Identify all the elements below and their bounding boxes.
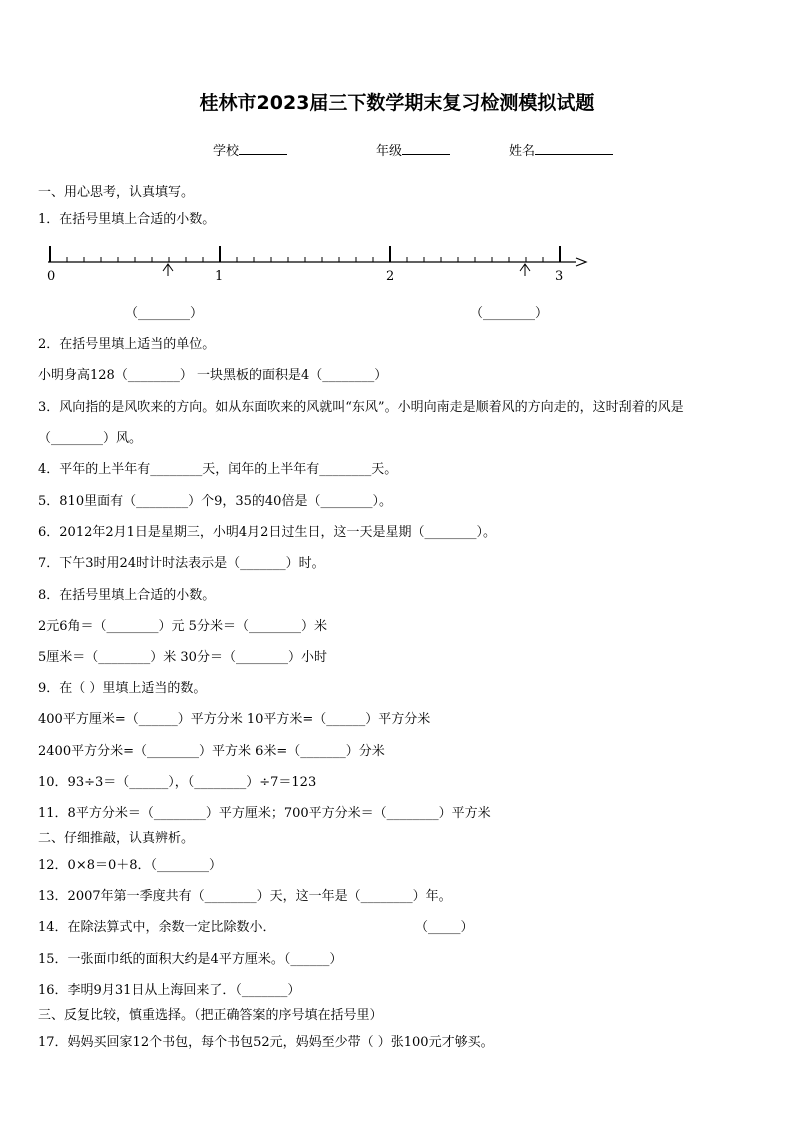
question-11[interactable]: 11．8平方分米＝（________）平方厘米；700平方分米＝（________）平方米 [38,806,491,821]
section-1-heading: 一、用心思考，认真填写。 [38,185,195,200]
school-field[interactable] [213,140,287,159]
number-line-label-3: 3 [555,269,564,284]
question-1: 1．在括号里填上合适的小数。 [38,212,216,227]
number-line-label-2: 2 [386,269,395,284]
question-10[interactable]: 10．93÷3＝（______），（________）÷7＝123 [38,775,317,790]
question-8-row-2[interactable]: 5厘米＝（________）米 30分＝（________）小时 [38,650,327,665]
school-blank[interactable] [239,142,287,155]
question-3-blank[interactable]: （________）风。 [38,431,143,446]
grade-blank[interactable] [402,142,450,155]
question-7[interactable]: 7．下午3时用24时计时法表示是（_______）时。 [38,556,325,571]
number-line [38,238,598,288]
section-2-heading: 二、仔细推敲，认真辨析。 [38,831,195,846]
number-line-blank-left[interactable]: （________） [125,306,204,321]
number-line-blank-right[interactable]: （________） [470,306,549,321]
question-2-items[interactable]: 小明身高128（________） 一块黑板的面积是4（________） [38,368,388,383]
question-9-row-1[interactable]: 400平方厘米=（______）平方分米 10平方米=（______）平方分米 [38,712,431,727]
question-14: 14．在除法算式中，余数一定比除数小． [38,920,276,935]
question-14-blank[interactable]: （_____） [415,920,474,935]
arrow-right-icon [576,258,586,266]
school-label: 学校 [213,144,240,159]
section-3-heading: 三、反复比较，慎重选择。（把正确答案的序号填在括号里） [38,1008,383,1023]
question-12[interactable]: 12．0×8＝0＋8．（________） [38,858,223,873]
question-6[interactable]: 6．2012年2月1日是星期三，小明4月2日过生日，这一天是星期（________）。 [38,525,496,540]
number-line-label-0: 0 [47,269,56,284]
question-9-row-2[interactable]: 2400平方分米=（________）平方米 6米=（_______）分米 [38,744,385,759]
question-8: 8．在括号里填上合适的小数。 [38,588,216,603]
question-5[interactable]: 5．810里面有（________）个9，35的40倍是（________）。 [38,494,392,509]
question-17[interactable]: 17．妈妈买回家12个书包，每个书包52元，妈妈至少带（ ）张100元才够买。 [38,1035,494,1050]
question-9: 9．在（ ）里填上适当的数。 [38,681,207,696]
question-4[interactable]: 4．平年的上半年有________天，闰年的上半年有________天。 [38,462,398,477]
name-label: 姓名 [509,144,536,159]
question-8-row-1[interactable]: 2元6角＝（________）元 5分米＝（________）米 [38,619,327,634]
question-3: 3．风向指的是风吹来的方向。如从东面吹来的风就叫“东风”。小明向南走是顺着风的方向走的，这时刮着的风是 [38,400,684,415]
page-title: 桂林市2023届三下数学期末复习检测模拟试题 [199,92,595,114]
grade-label: 年级 [376,144,403,159]
number-line-label-1: 1 [215,269,224,284]
question-2: 2．在括号里填上适当的单位。 [38,337,216,352]
question-13[interactable]: 13．2007年第一季度共有（________）天，这一年是（________）年。 [38,889,452,904]
question-15[interactable]: 15．一张面巾纸的面积大约是4平方厘米。（______） [38,952,343,967]
grade-field[interactable] [376,140,450,159]
question-16[interactable]: 16．李明9月31日从上海回来了．（_______） [38,983,301,998]
name-field[interactable] [509,140,613,159]
name-blank[interactable] [535,142,613,155]
